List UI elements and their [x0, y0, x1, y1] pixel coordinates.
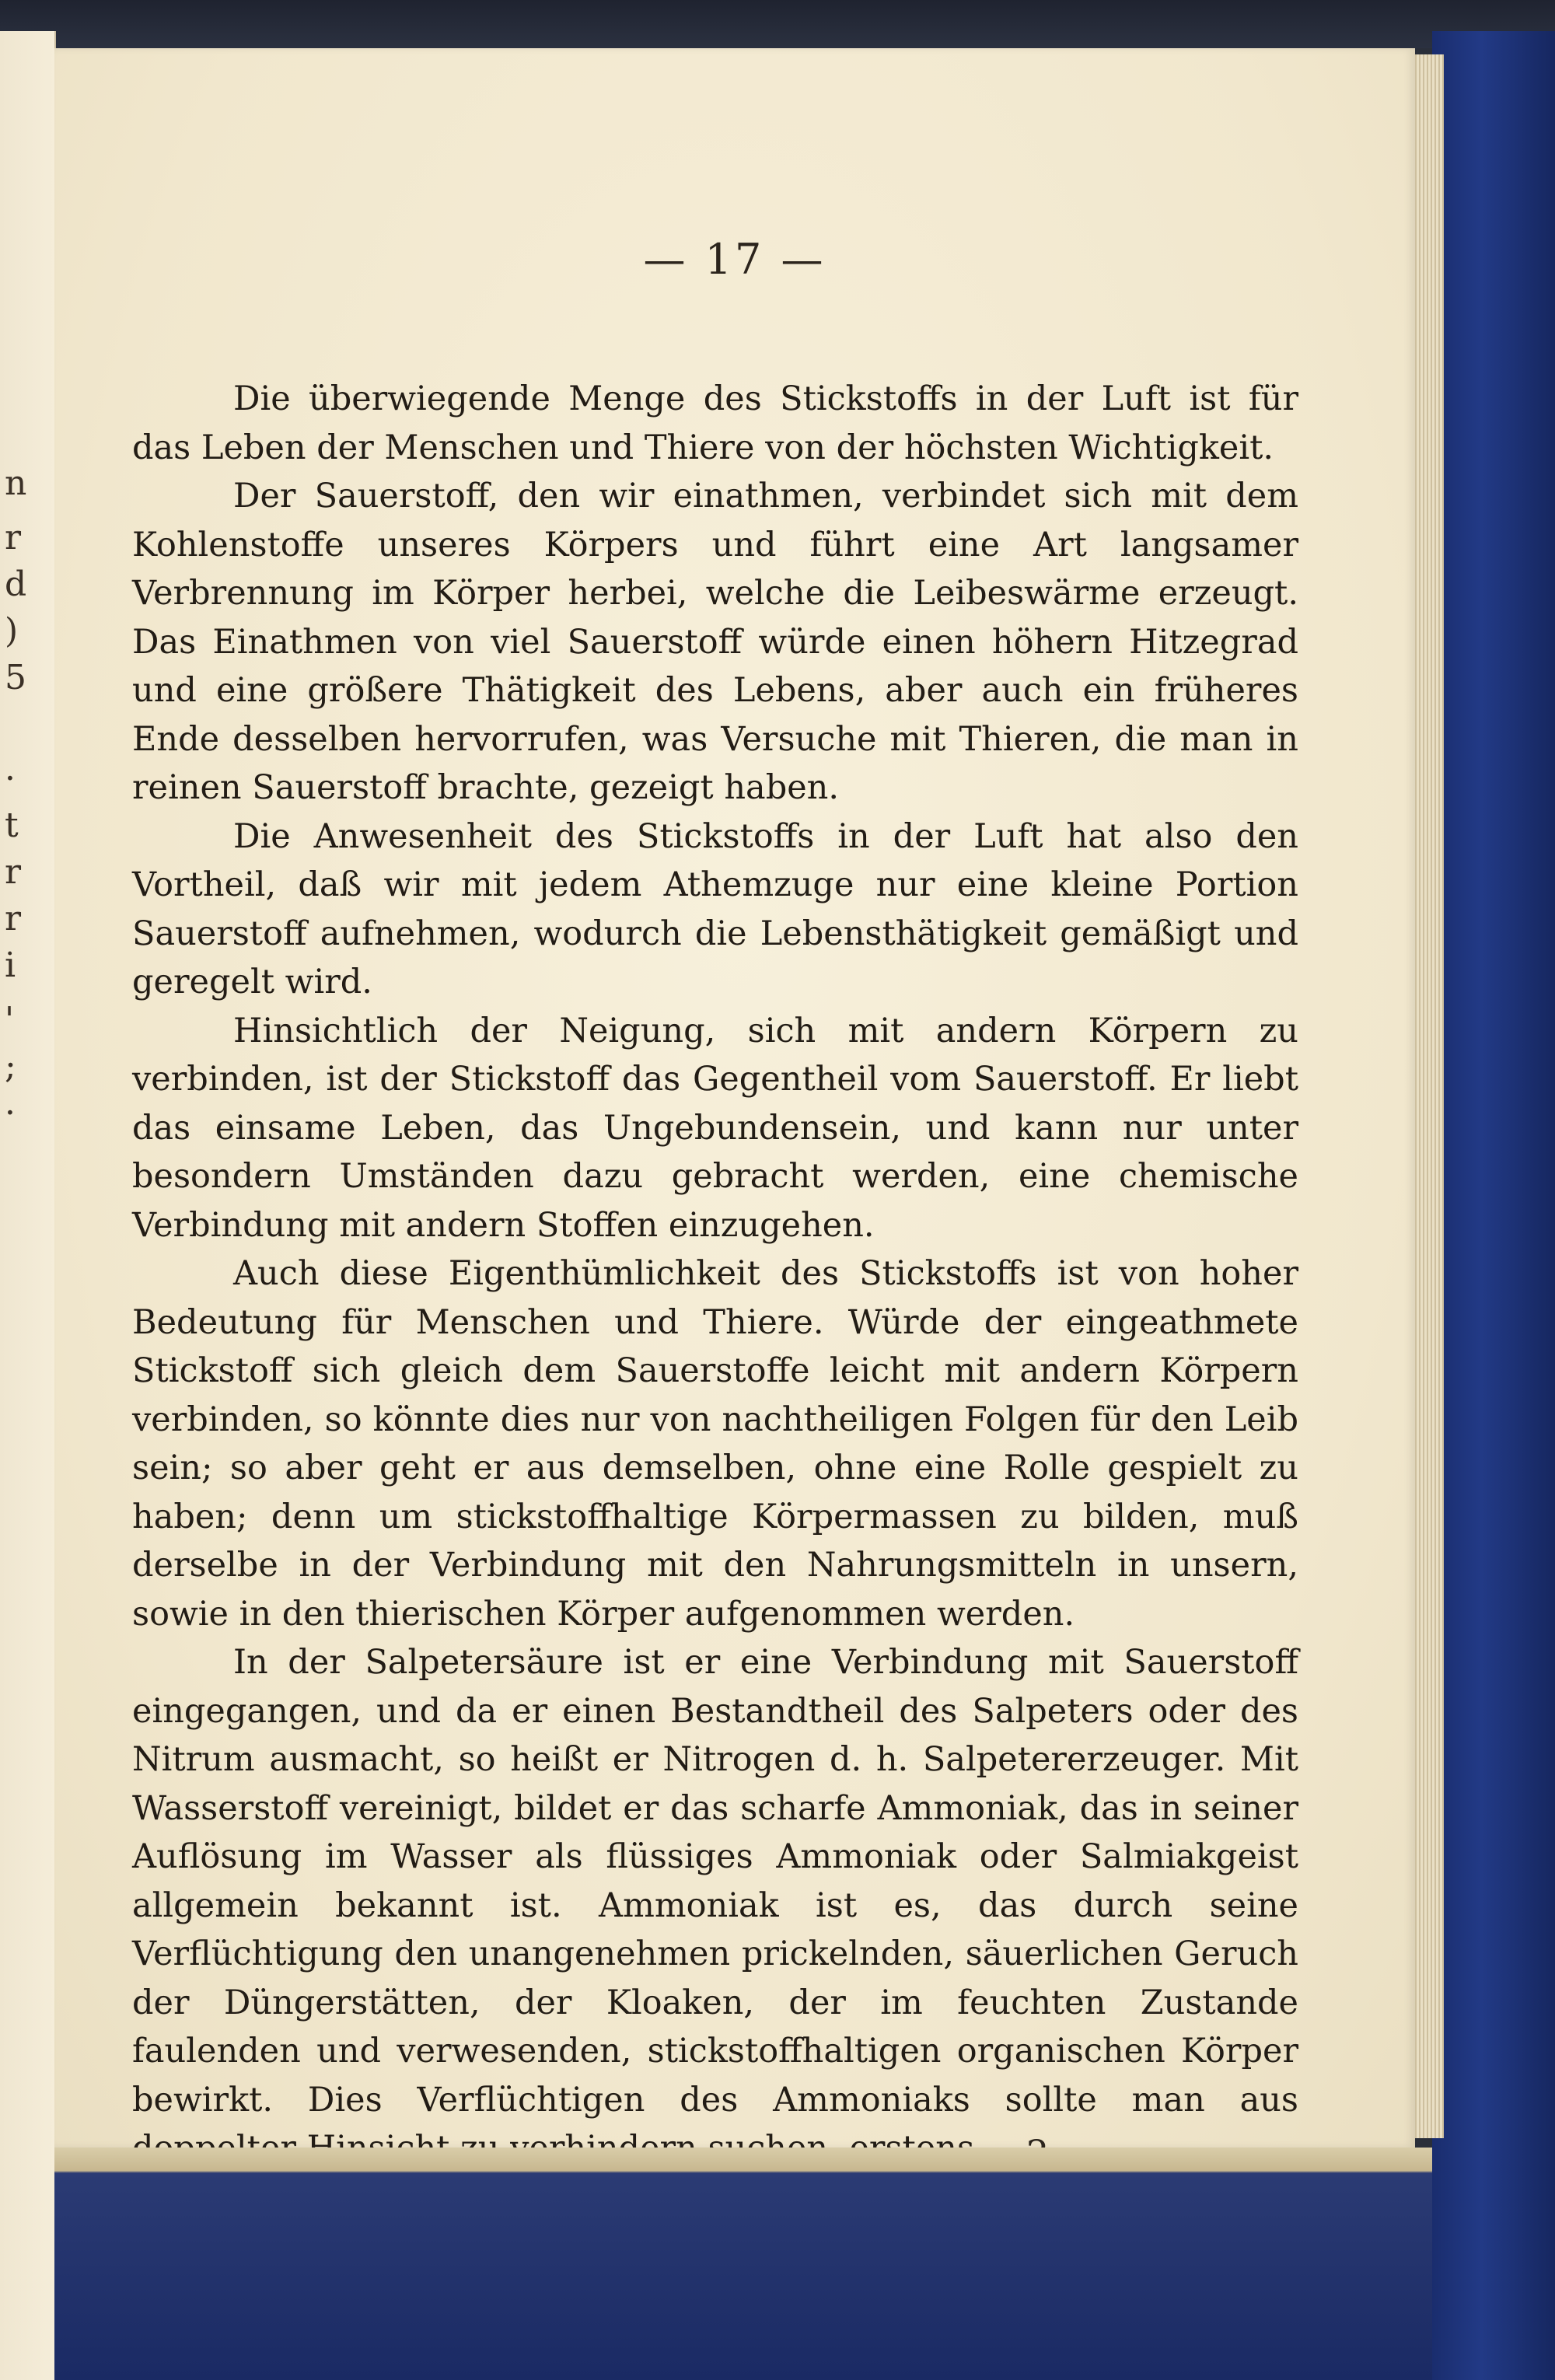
paragraph: In der Salpetersäure ist er eine Verbindung mit Sauerstoff eingegangen, und da er einen Bestandtheil des Salpeters oder des Nitrum ausmacht, so heißt er Nitrogen d. h. Salpetererzeuger. Mit Wasserstoff vereinigt, bildet er das scharfe Ammoniak, das in seiner Auflösung im Wasser als flüssiges Ammoniak oder Salmiakgeist allgemein bekannt ist. Ammoniak ist es, das durch seine Verflüchtigung den unangenehmen prickelnden, säuerlichen Geruch der Düngerstätten, der Kloaken, der im feuchten Zustande faulenden und verwesenden, stickstoffhaltigen organischen Körper bewirkt. Dies Verflüchtigen des Ammoniaks sollte man aus: [132, 1643, 1298, 2120]
left-page-fragment: r: [5, 518, 22, 557]
left-page-fragment: 5: [5, 658, 26, 697]
page-stack-edge: [1411, 54, 1444, 2138]
paragraph: Die Anwesenheit des Stickstoffs in der Luft hat also den Vortheil, daß wir mit jedem Athemzuge nur eine kleine Portion Sauerstoff aufnehmen, wodurch die Lebensthätigkeit gemäßigt und geregelt wird.: [132, 816, 1298, 1001]
facing-page-edge: [0, 31, 56, 2380]
left-page-fragment: d: [5, 564, 27, 604]
paragraph: Der Sauerstoff, den wir einathmen, verbindet sich mit dem Kohlenstoffe unseres Körpers und führt eine Art langsamer Verbrennung im Körper herbei, welche die Leibeswärme erzeugt. Das Einathmen von viel Sauerstoff würde einen höhern Hitzegrad und eine größere Thätigkeit des Lebens, aber auch ein früheres Ende desselben hervorrufen, was Versuche mit Thieren, die man in reinen Sauerstoff brachte, gezeigt haben.: [132, 477, 1298, 807]
book-page: [54, 48, 1415, 2148]
left-page-fragment: i: [5, 945, 16, 985]
book-cover-edge: [1432, 31, 1555, 2380]
paragraph: Hinsichtlich der Neigung, sich mit andern Körpern zu verbinden, ist der Stickstoff das Gegentheil vom Sauerstoff. Er liebt das einsame Leben, das Ungebundensein, und kann nur unter besondern Umständen dazu gebracht werden, eine chemische Verbindung mit andern Stoffen einzugehen.: [132, 1011, 1298, 1245]
paragraph: Die überwiegende Menge des Stickstoffs in der Luft ist für das Leben der Menschen und Thiere von der höchsten Wichtigkeit.: [132, 379, 1298, 467]
left-page-fragment: ): [5, 611, 19, 651]
left-page-fragment: r: [5, 852, 22, 892]
left-page-fragment: t: [5, 806, 19, 845]
bottom-cover: [54, 2148, 1432, 2380]
left-page-fragment: ;: [5, 1047, 16, 1086]
top-gutter: [0, 0, 1555, 48]
left-page-fragment: ·: [5, 759, 16, 799]
left-page-fragment: ': [5, 1000, 15, 1040]
left-page-fragment: r: [5, 899, 22, 938]
page-number: — 17 —: [643, 235, 826, 284]
left-page-fragment: ·: [5, 1093, 16, 1133]
body-text: [132, 375, 1298, 2173]
left-page-fragment: n: [5, 463, 27, 503]
paragraph: Auch diese Eigenthümlichkeit des Stickstoffs ist von hoher Bedeutung für Menschen und Thiere. Würde der eingeathmete Stickstoff sich gleich dem Sauerstoffe leicht mit andern Körpern verbinden, so könnte dies nur von nachtheiligen Folgen für den Leib sein; so aber geht er aus demselben, ohne eine Rolle gespielt zu haben; denn um stickstoffhaltige Körpermassen zu bilden, muß derselbe in der Verbindung mit den Nahrungsmitteln in unsern, sowie in den thierischen Körper aufgenommen werden.: [132, 1254, 1298, 1634]
